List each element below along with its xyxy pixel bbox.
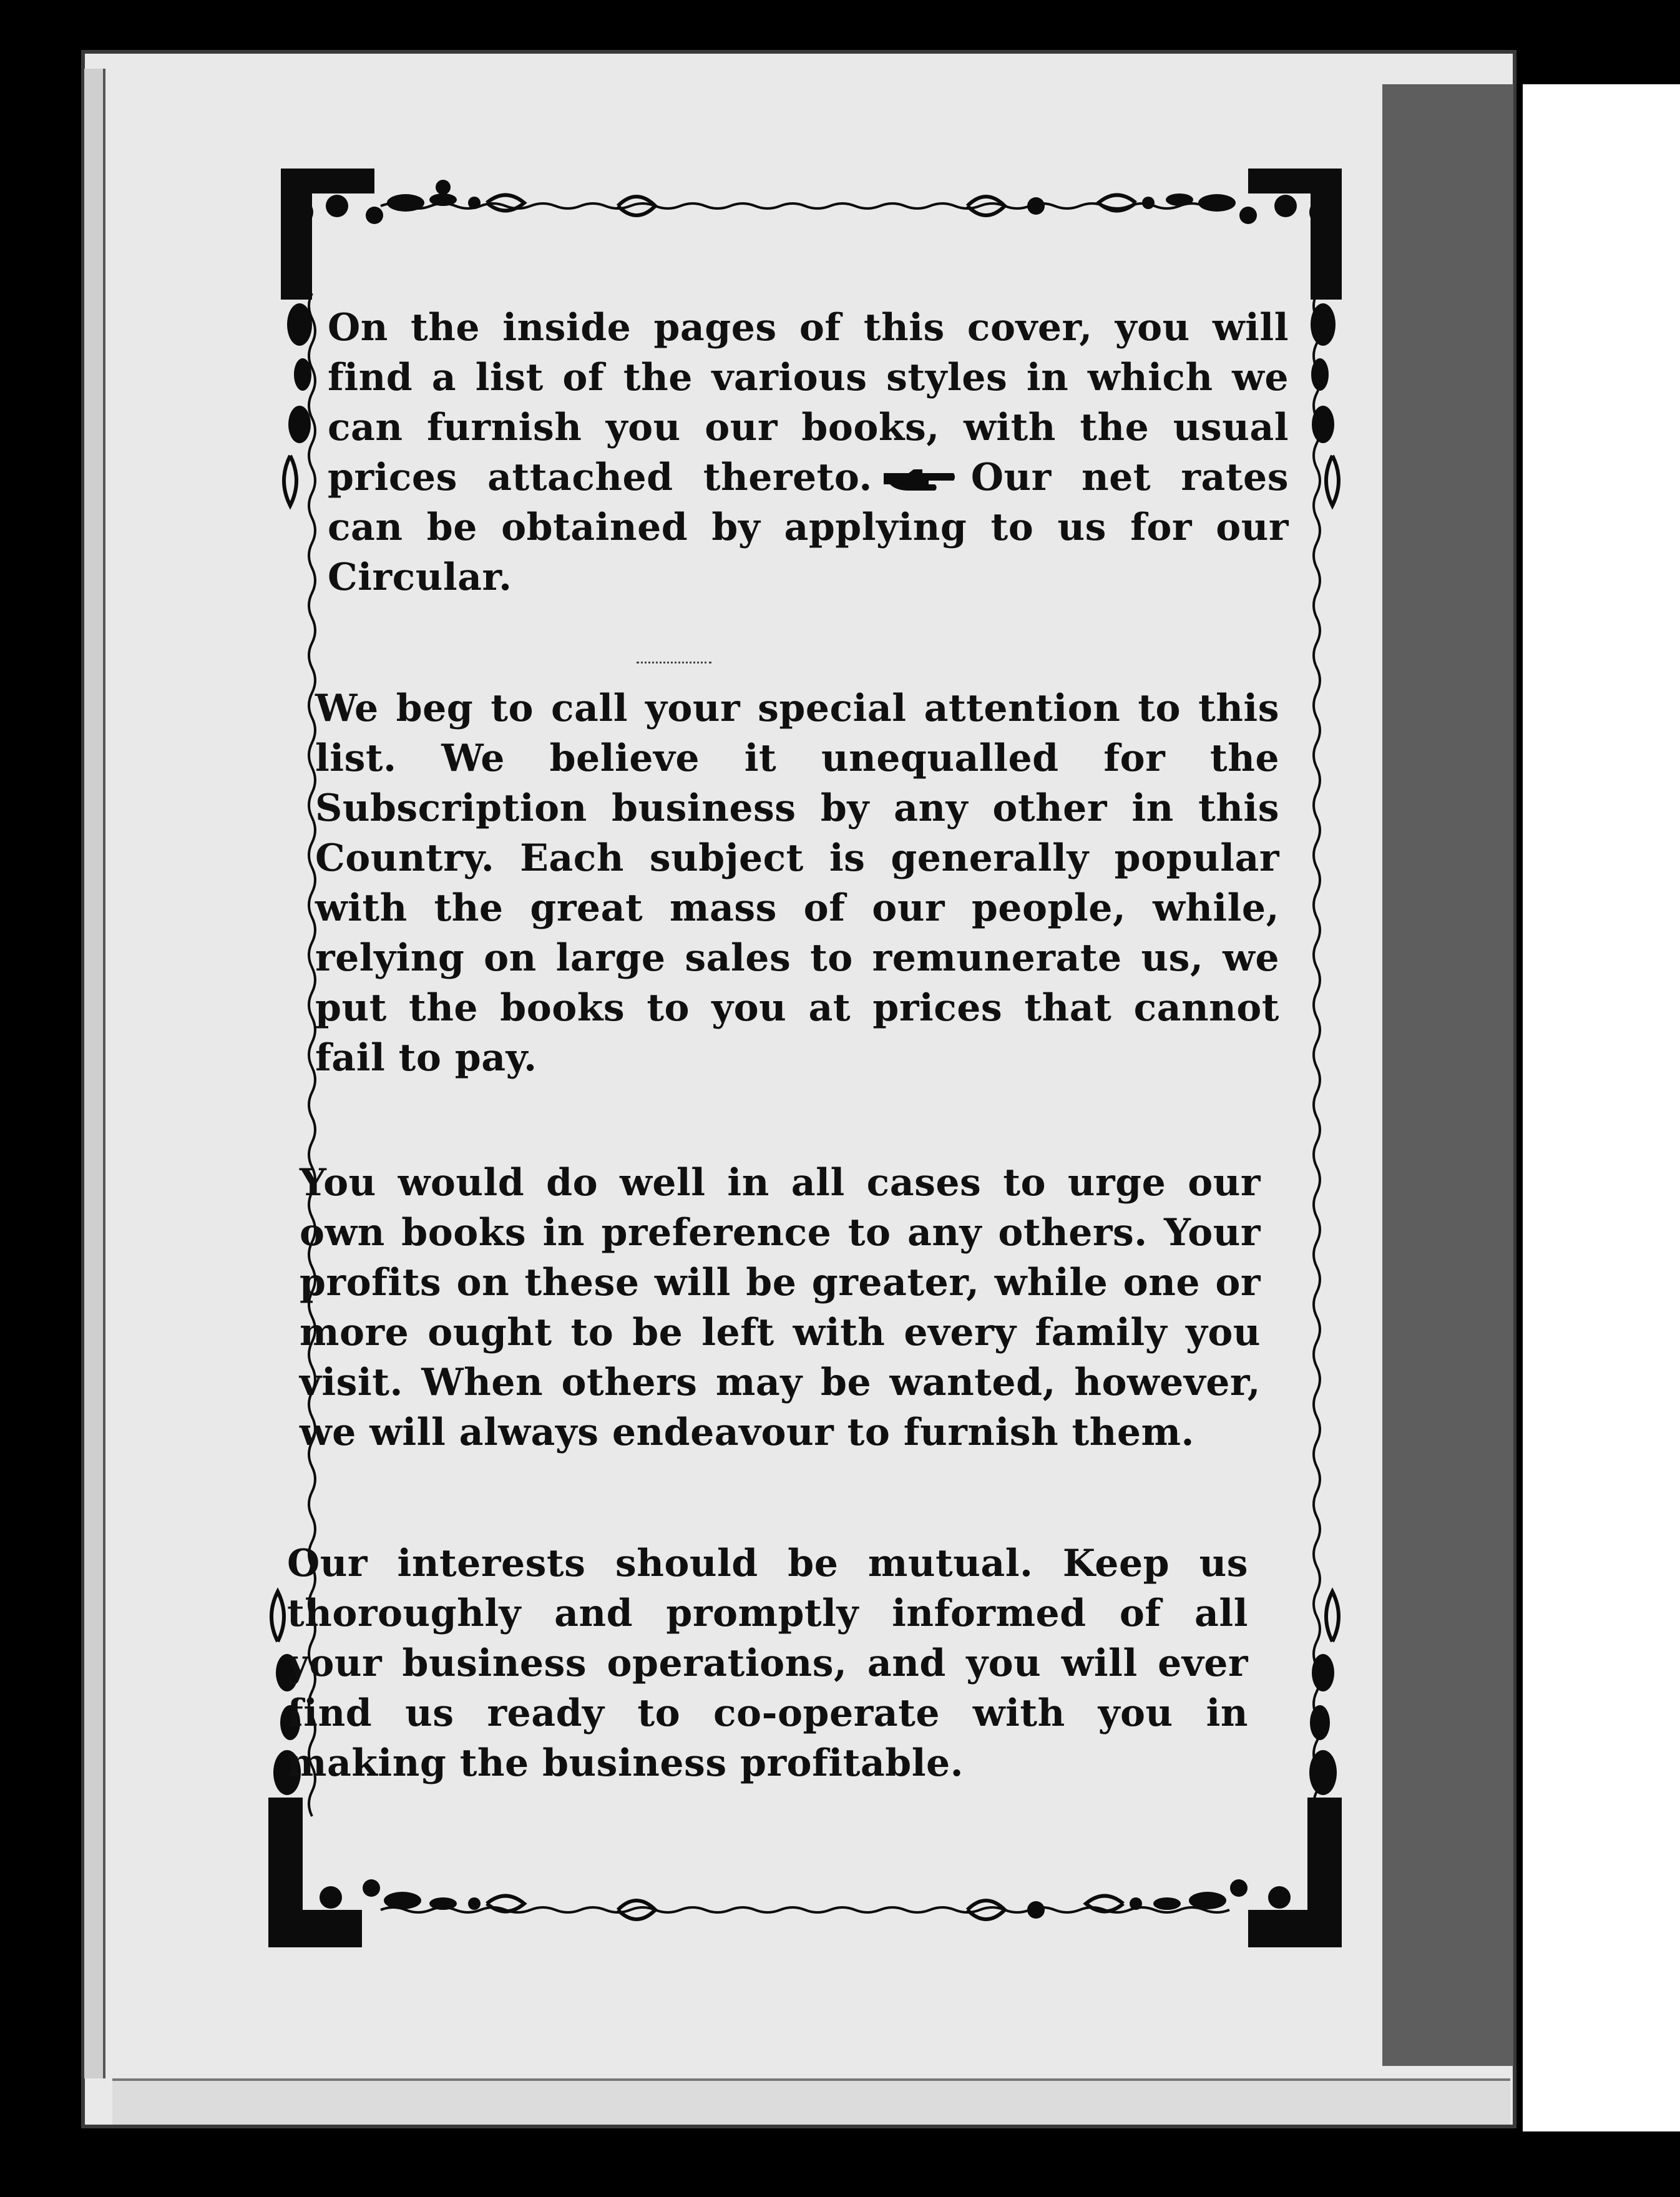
page-bottom-edge xyxy=(112,2078,1510,2125)
paragraph-own-books: You would do well in all cases to urge our own books in preference to any others. Your profits on these will be greater, while one or more ought to be left with every family you visit. When others may be wanted, however, we will always endeavour to furnish them. xyxy=(300,1161,1261,1454)
paragraph-1-text-cont: Our net rates can be obtained by applying to us for our Circular. xyxy=(328,456,1289,599)
paragraph-special-attention: We beg to call your special attention to this list. We believe it unequalled for the Subscription business by any other in this Country. Each subject is generally popular with the great mass of our people, while, relying on large sales to remunerate us, we put the books to you at prices that cannot fail to pay. xyxy=(315,687,1279,1080)
pointing-hand-icon xyxy=(881,467,962,494)
paragraph-1-text: On the inside pages of this cover, you will find a list of the various styles in which we can furnish you our books, with the usual prices attached thereto. xyxy=(328,306,1289,499)
divider-rule xyxy=(637,662,711,663)
paragraph-mutual-interests: Our interests should be mutual. Keep us thoroughly and promptly informed of all your business operations, and you will ever find us ready to co-operate with you in making the business profitable. xyxy=(287,1542,1248,1785)
cover-spine xyxy=(1382,84,1513,2066)
facing-page xyxy=(1523,84,1680,2131)
page-left-edge xyxy=(84,69,105,2078)
paragraph-styles-list xyxy=(328,303,1289,602)
